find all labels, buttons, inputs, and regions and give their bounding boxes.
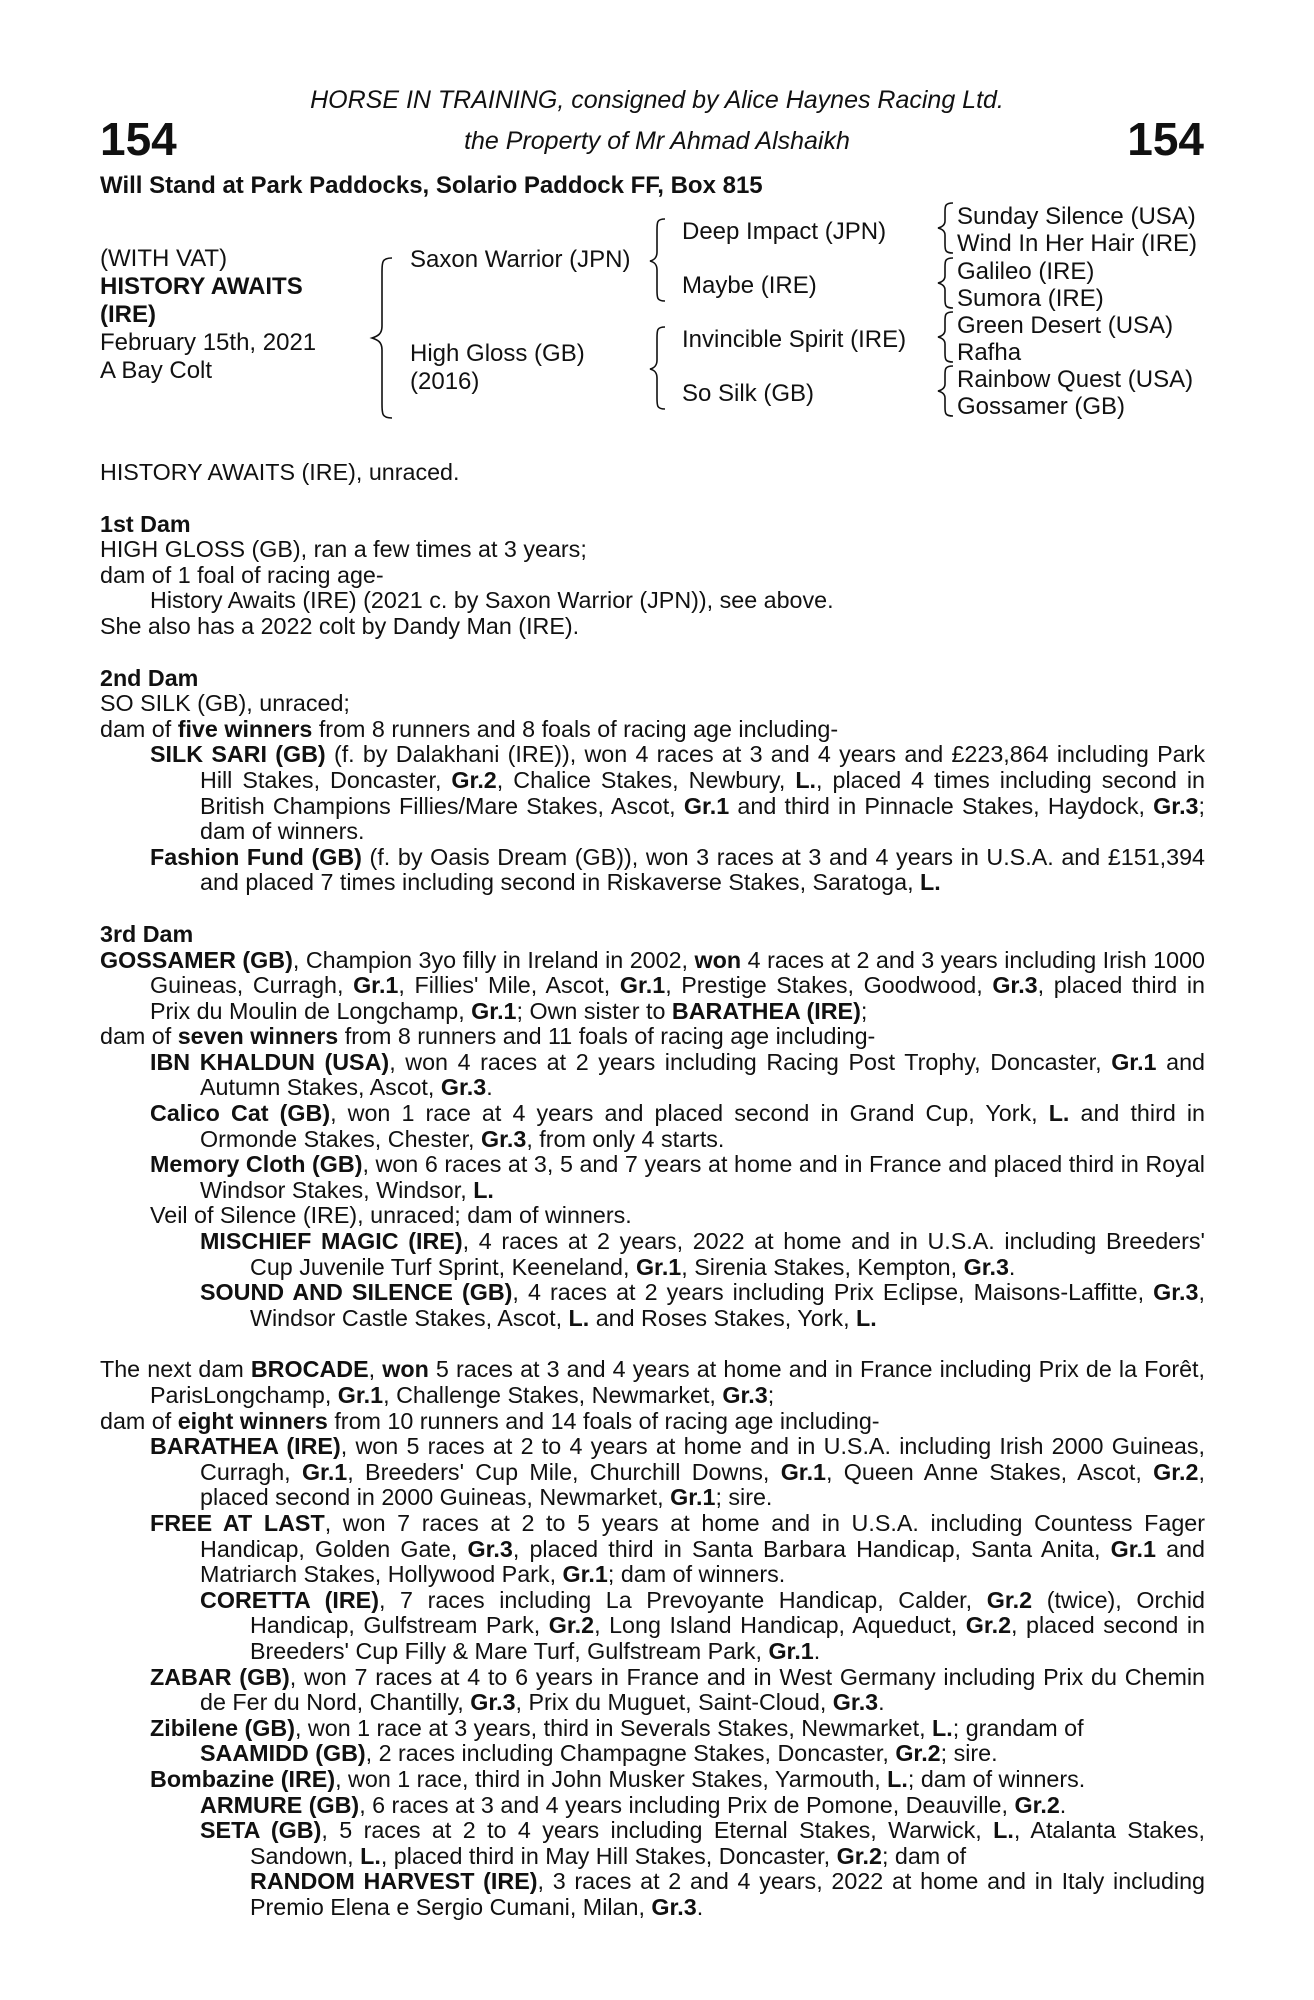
dam-year: (2016) <box>410 368 480 395</box>
produce-entry: SOUND AND SILENCE (GB), 4 races at 2 years including Prix Eclipse, Maisons-Laffitte, Gr.3, Windsor Castle Stakes, Ascot, L. and Roses Stakes, York, L. <box>200 1279 1205 1331</box>
produce-entry: IBN KHALDUN (USA), won 4 races at 2 years including Racing Post Trophy, Doncaster, Gr.1 and Autumn Stakes, Ascot, Gr.3. <box>150 1048 1205 1101</box>
third-dam-produce-intro: dam of seven winners from 8 runners and 11 foals of racing age including- <box>100 1023 876 1050</box>
produce-entry: Fashion Fund (GB) (f. by Oasis Dream (GB)), won 3 races at 3 and 4 years in U.S.A. and £151,394 and placed 7 times including second in Riskaverse Stakes, Saratoga, L. <box>150 843 1205 896</box>
dam-dam-dam: Gossamer (GB) <box>957 393 1126 420</box>
dam-sire-dam: Rafha <box>957 339 1022 366</box>
first-dam-line: HIGH GLOSS (GB), ran a few times at 3 years; <box>100 536 587 563</box>
second-dam-heading: 2nd Dam <box>100 664 199 691</box>
first-dam-heading: 1st Dam <box>100 510 191 537</box>
sire: Saxon Warrior (JPN) <box>410 246 631 273</box>
produce-entry: Memory Cloth (GB), won 6 races at 3, 5 and 7 years at home and in France and placed third in Royal Windsor Stakes, Windsor, L. <box>150 1151 1205 1203</box>
property-line: the Property of Mr Ahmad Alshaikh <box>464 127 850 155</box>
next-dam-produce-intro: dam of eight winners from 10 runners and 14 foals of racing age including- <box>100 1407 880 1434</box>
horse-name: HISTORY AWAITS <box>100 273 303 300</box>
third-dam-heading: 3rd Dam <box>100 920 194 947</box>
horse-description: A Bay Colt <box>100 357 213 384</box>
second-dam-line: SO SILK (GB), unraced; <box>100 690 350 717</box>
sire-sire-sire: Sunday Silence (USA) <box>957 203 1196 230</box>
sire-sire: Deep Impact (JPN) <box>682 218 887 245</box>
produce-entry: MISCHIEF MAGIC (IRE), 4 races at 2 years, 2022 at home and in U.S.A. including Breeders' Cup Juvenile Turf Sprint, Keeneland, Gr.1, Sirenia Stakes, Kempton, Gr.3. <box>200 1228 1205 1280</box>
produce-entry: Zibilene (GB), won 1 race at 3 years, third in Severals Stakes, Newmarket, L.; grandam of SAAMIDD (GB), 2 races including Champagne Stakes, Doncaster, Gr.2; sire. <box>150 1714 1084 1767</box>
sire-dam-sire: Galileo (IRE) <box>957 258 1095 285</box>
consignor-line: HORSE IN TRAINING, consigned by Alice Haynes Racing Ltd. <box>310 86 1004 114</box>
race-record: HISTORY AWAITS (IRE), unraced. <box>100 459 460 485</box>
produce-entry: BARATHEA (IRE), won 5 races at 2 to 4 years at home and in U.S.A. including Irish 2000 Guineas, Curragh, Gr.1, Breeders' Cup Mile, Churchill Downs, Gr.1, Queen Anne Stakes, Ascot, Gr.2, placed second in 2000 Guineas, Newmarket, Gr.1; sire. <box>150 1433 1205 1511</box>
first-dam-produce-intro: dam of 1 foal of racing age- <box>100 561 384 588</box>
sire-sire-dam: Wind In Her Hair (IRE) <box>957 230 1198 257</box>
catalogue-body <box>100 460 1205 1920</box>
lot-number-left: 154 <box>100 113 177 165</box>
stand-location: Will Stand at Park Paddocks, Solario Paddock FF, Box 815 <box>100 172 763 199</box>
sire-dam-dam: Sumora (IRE) <box>957 285 1104 312</box>
horse-name-suffix: (IRE) <box>100 301 156 328</box>
produce-entry: Bombazine (IRE), won 1 race, third in John Musker Stakes, Yarmouth, L.; dam of winners. <box>150 1765 1086 1792</box>
produce-entry: CORETTA (IRE), 7 races including La Prevoyante Handicap, Calder, Gr.2 (twice), Orchid Handicap, Gulfstream Park, Gr.2, Long Island Handicap, Aqueduct, Gr.2, placed second in Breeders' Cup Filly & Mare Turf, Gulfstream Park, Gr.1. <box>200 1586 1205 1664</box>
third-dam-line: GOSSAMER (GB), Champion 3yo filly in Ireland in 2002, won 4 races at 2 and 3 years including Irish 1000 Guineas, Curragh, Gr.1, Fillies' Mile, Ascot, Gr.1, Prestige Stakes, Goodwood, Gr.3, placed third in Prix du Moulin de Longchamp, Gr.1; Own sister to BARATHEA (IRE); <box>100 946 1205 1024</box>
produce-entry: ZABAR (GB), won 7 races at 4 to 6 years in France and in West Germany including Prix du Chemin de Fer du Nord, Chantilly, Gr.3, Prix du Muguet, Saint-Cloud, Gr.3. <box>150 1663 1206 1716</box>
produce-entry: Veil of Silence (IRE), unraced; dam of winners. <box>150 1202 632 1229</box>
dam-sire-sire: Green Desert (USA) <box>957 312 1174 339</box>
second-dam-produce-intro: dam of five winners from 8 runners and 8 foals of racing age including- <box>100 715 839 742</box>
lot-number-right: 154 <box>1127 113 1204 165</box>
dam-dam-sire: Rainbow Quest (USA) <box>957 366 1194 393</box>
vat-note: (WITH VAT) <box>100 245 228 272</box>
produce-entry: SILK SARI (GB) (f. by Dalakhani (IRE)), won 4 races at 3 and 4 years and £223,864 including Park Hill Stakes, Doncaster, Gr.2, Chalice Stakes, Newbury, L., placed 4 times including second in British Champions Fillies/Mare Stakes, Ascot, Gr.1 and third in Pinnacle Stakes, Haydock, Gr.3; dam of winners. <box>150 741 1205 845</box>
dam-sire: Invincible Spirit (IRE) <box>682 326 907 353</box>
dam-dam: So Silk (GB) <box>682 380 815 407</box>
first-dam-note: She also has a 2022 colt by Dandy Man (IRE). <box>100 612 580 639</box>
produce-entry: SETA (GB), 5 races at 2 to 4 years including Eternal Stakes, Warwick, L., Atalanta Stakes, Sandown, L., placed third in May Hill Stakes, Doncaster, Gr.2; dam of RANDOM HARVEST (IRE), 3 races at 2 and 4 years, 2022 at home and in Italy including Premio Elena e Sergio Cumani, Milan, Gr.3. <box>200 1817 1205 1920</box>
dam: High Gloss (GB) <box>410 340 585 367</box>
produce-entry: ARMURE (GB), 6 races at 3 and 4 years including Prix de Pomone, Deauville, Gr.2. <box>200 1791 1067 1818</box>
produce-entry: FREE AT LAST, won 7 races at 2 to 5 years at home and in U.S.A. including Countess Fager Handicap, Golden Gate, Gr.3, placed third in Santa Barbara Handicap, Santa Anita, Gr.1 and Matriarch Stakes, Hollywood Park, Gr.1; dam of winners. <box>150 1509 1206 1588</box>
first-dam-produce: History Awaits (IRE) (2021 c. by Saxon Warrior (JPN)), see above. <box>150 587 834 614</box>
next-dam-line: The next dam BROCADE, won 5 races at 3 and 4 years at home and in France including Prix de la Forêt, ParisLongchamp, Gr.1, Challenge Stakes, Newmarket, Gr.3; <box>100 1356 1206 1408</box>
sire-dam: Maybe (IRE) <box>682 272 817 299</box>
produce-entry: Calico Cat (GB), won 1 race at 4 years and placed second in Grand Cup, York, L. and third in Ormonde Stakes, Chester, Gr.3, from only 4 starts. <box>150 1100 1206 1152</box>
foaling-date: February 15th, 2021 <box>100 329 317 356</box>
